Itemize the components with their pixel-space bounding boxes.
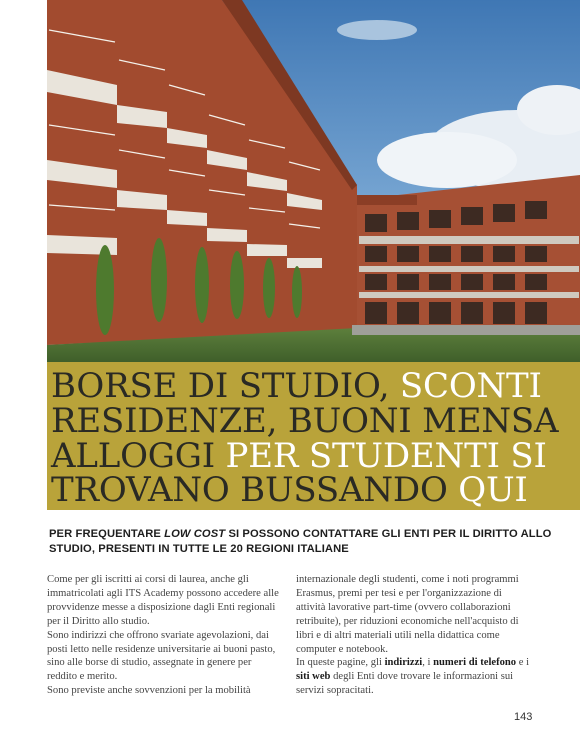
text: e i (516, 657, 530, 669)
headline-highlight: SCONTI (399, 366, 542, 406)
subheading-text: SI POSSONO CONTATTARE GLI ENTI PER IL DIRITTO ALLO STUDIO, PRESENTI IN TUTTE LE 20 REGIONI ITALIANE (49, 528, 552, 555)
residence-building-image (47, 0, 580, 362)
bold-text: siti web (296, 671, 331, 683)
bold-text: numeri di telefono (433, 657, 517, 669)
subheading-italic: LOW COST (164, 528, 226, 540)
headline-text: BORSE DI STUDIO, (51, 366, 400, 406)
page-number: 143 (514, 711, 533, 723)
text: degli Enti dove trovare le informazioni sui servizi sopracitati. (296, 671, 514, 697)
bold-text: indirizzi (384, 657, 423, 669)
headline-line-4 (51, 470, 528, 510)
headline-text: TROVANO BUSSANDO (51, 470, 459, 510)
paragraph: Come per gli iscritti ai corsi di laurea, anche gli immatricolati agli ITS Academy possono accedere alle provvidenze messe a disposizione dagli Enti regionali per il Diritto allo studio. (47, 574, 279, 627)
headline-line-2 (51, 401, 559, 441)
text: , i (422, 657, 434, 669)
headline-banner (47, 362, 580, 510)
headline-highlight: QUI (458, 470, 528, 510)
headline-text: ALLOGGI (51, 436, 226, 476)
subheading (49, 527, 569, 556)
paragraph: internazionale degli studenti, come i noti programmi Erasmus, premi per tesi e per l'organizzazione di attività lavorative part-time (ovvero collaborazioni retribuite), per riduzioni economiche nell'acquisto di libri e di altri materiali utili nella didattica come computer e notebook. (296, 574, 519, 655)
headline-text: RESIDENZE, BUONI MENSA (51, 401, 559, 441)
paragraph (296, 656, 532, 698)
campus-photo (47, 0, 580, 362)
headline-highlight: PER STUDENTI SI (225, 436, 547, 476)
body-column-left (47, 573, 283, 698)
subheading-text: PER FREQUENTARE (49, 528, 165, 540)
body-column-right (296, 573, 532, 698)
paragraph: Sono indirizzi che offrono svariate agevolazioni, dai posti letto nelle residenze universitarie ai buoni pasto, sino alle borse di studio, assegnate in genere per reddito e merito. (47, 629, 276, 683)
headline-line-3 (51, 436, 547, 476)
text: In queste pagine, gli (296, 657, 385, 669)
paragraph: Sono previste anche sovvenzioni per la mobilità (47, 685, 251, 697)
headline-line-1 (51, 366, 542, 406)
